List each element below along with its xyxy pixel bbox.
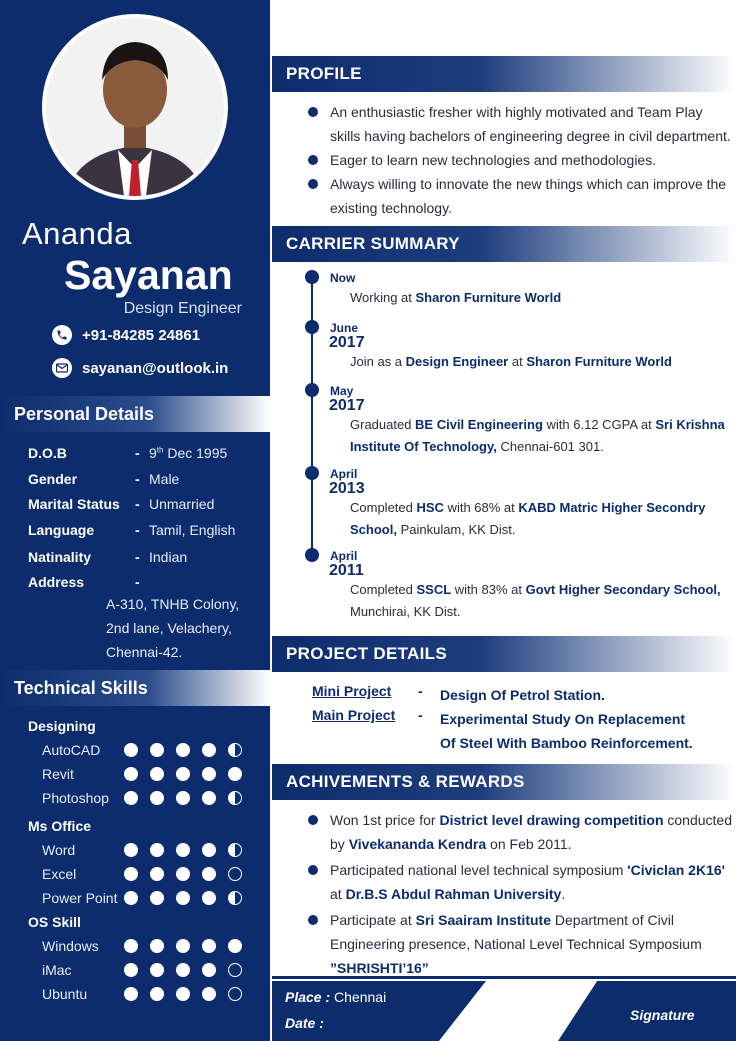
skill-name: iMac: [42, 962, 72, 978]
skill-rating: [124, 767, 242, 781]
timeline-month: May: [330, 384, 354, 398]
rating-dot-empty: [228, 867, 242, 881]
rating-dot-half: [228, 891, 242, 905]
place-value: Chennai: [330, 989, 387, 1005]
skill-name: Windows: [42, 938, 99, 954]
avatar: [46, 18, 224, 196]
profile-bullet: An enthusiastic fresher with highly motivated and Team Play skills having bachelors of engineering degree in civil department.: [306, 100, 734, 148]
rating-dot-full: [202, 843, 216, 857]
footer-divider: [272, 976, 736, 979]
rating-dot-full: [150, 987, 164, 1001]
timeline-year: 2017: [329, 334, 365, 351]
rating-dot-full: [150, 939, 164, 953]
job-title: Design Engineer: [123, 300, 242, 317]
timeline-description: Working at Sharon Furniture World: [350, 290, 562, 305]
rating-dot-full: [150, 963, 164, 977]
rating-dot-full: [202, 987, 216, 1001]
rating-dot-full: [150, 867, 164, 881]
rating-dot-full: [124, 843, 138, 857]
timeline-month: April: [330, 467, 358, 481]
first-name: Ananda: [22, 216, 132, 251]
timeline-dot: [305, 548, 319, 562]
profile-photo: [42, 14, 228, 200]
rating-dot-full: [202, 767, 216, 781]
skill-name: AutoCAD: [42, 742, 101, 758]
skill-rating: [124, 891, 242, 905]
skill-name: Photoshop: [42, 790, 109, 806]
rating-dot-full: [228, 767, 242, 781]
rating-dot-full: [202, 939, 216, 953]
email-address: sayanan@outlook.in: [82, 359, 229, 377]
mini-project-row: Mini Project - Design Of Petrol Station.: [312, 683, 720, 707]
rating-dot-full: [176, 939, 190, 953]
achievement-bullet: Participated national level technical symposium 'Civiclan 2K16' at Dr.B.S Abdul Rahman University.: [306, 858, 734, 906]
mini-project-label: Mini Project: [312, 683, 392, 699]
nationality-value: Indian: [149, 549, 188, 565]
timeline-month: Now: [330, 271, 356, 285]
gender-row: Gender - Male: [28, 471, 180, 487]
skill-rating: [124, 963, 242, 977]
skill-row: [42, 741, 252, 759]
gender-value: Male: [149, 471, 180, 487]
timeline-dot: [305, 270, 319, 284]
rating-dot-full: [150, 843, 164, 857]
main-project-row: Main Project - Experimental Study On Replacement Of Steel With Bamboo Reinforcement.: [312, 707, 702, 755]
achievements-heading: ACHIVEMENTS & REWARDS: [272, 764, 736, 800]
skill-group-heading: OS Skill: [28, 914, 81, 930]
skill-row: [42, 889, 252, 907]
profile-bullet: Eager to learn new technologies and methodologies.: [306, 148, 734, 172]
main-project-label: Main Project: [312, 707, 396, 723]
signature-label: Signature: [630, 1007, 695, 1023]
skill-row: [42, 937, 252, 955]
rating-dot-full: [124, 767, 138, 781]
rating-dot-empty: [228, 963, 242, 977]
skill-row: [42, 961, 252, 979]
timeline-description: Completed HSC with 68% at KABD Matric Higher Secondry School, Painkulam, KK Dist.: [350, 500, 706, 537]
address-value: A-310, TNHB Colony, 2nd lane, Velachery, Chennai-42.: [106, 596, 240, 660]
skill-row: [42, 789, 252, 807]
skill-name: Excel: [42, 866, 77, 882]
rating-dot-full: [176, 963, 190, 977]
rating-dot-full: [228, 939, 242, 953]
rating-dot-full: [176, 743, 190, 757]
address-row: Address -: [28, 574, 140, 590]
rating-dot-full: [150, 891, 164, 905]
timeline-year: 2011: [329, 562, 364, 579]
profile-bullet: Always willing to innovate the new things which can improve the existing technology.: [306, 172, 734, 220]
skill-group-heading: Designing: [28, 718, 96, 734]
technical-skills-heading: Technical Skills: [0, 670, 270, 706]
rating-dot-full: [124, 987, 138, 1001]
rating-dot-full: [176, 891, 190, 905]
timeline-dot: [305, 383, 319, 397]
skill-rating: [124, 743, 242, 757]
skill-rating: [124, 939, 242, 953]
timeline-year: 2017: [329, 397, 365, 414]
main-project-value: Experimental Study On Replacement Of Steel With Bamboo Reinforcement.: [440, 711, 693, 751]
rating-dot-full: [202, 743, 216, 757]
last-name: Sayanan: [64, 252, 233, 298]
personal-details-heading: Personal Details: [0, 396, 270, 432]
timeline-month: April: [330, 549, 358, 563]
rating-dot-half: [228, 843, 242, 857]
rating-dot-half: [228, 791, 242, 805]
skill-rating: [124, 987, 242, 1001]
rating-dot-half: [228, 743, 242, 757]
skill-row: [42, 865, 252, 883]
rating-dot-full: [124, 891, 138, 905]
dob-value: 9th Dec 1995: [149, 445, 228, 461]
achievement-bullet: Participate at Sri Saairam Institute Department of Civil Engineering presence, National Level Technical Symposium ”SHRISHTI’16”: [306, 908, 734, 980]
skill-row: [42, 985, 252, 1003]
rating-dot-full: [150, 767, 164, 781]
date-line: Date :: [285, 1015, 324, 1031]
rating-dot-full: [176, 867, 190, 881]
rating-dot-full: [150, 743, 164, 757]
rating-dot-full: [124, 743, 138, 757]
achievement-bullet: Won 1st price for District level drawing competition conducted by Vivekananda Kendra on Feb 2011.: [306, 808, 734, 856]
language-row: Language - Tamil, English: [28, 522, 236, 538]
rating-dot-full: [150, 791, 164, 805]
mail-icon: [52, 358, 72, 378]
rating-dot-full: [202, 891, 216, 905]
rating-dot-full: [124, 867, 138, 881]
rating-dot-full: [124, 939, 138, 953]
rating-dot-empty: [228, 987, 242, 1001]
dob-row: D.O.B - 9th Dec 1995: [28, 445, 228, 461]
phone-contact: [52, 325, 200, 345]
rating-dot-full: [202, 791, 216, 805]
skill-name: Power Point: [42, 890, 118, 906]
skill-rating: [124, 791, 242, 805]
skill-name: Word: [42, 842, 76, 858]
timeline-dot: [305, 320, 319, 334]
timeline-description: Completed SSCL with 83% at Govt Higher Secondary School, Munchirai, KK Dist.: [350, 582, 721, 619]
skill-name: Ubuntu: [42, 986, 88, 1002]
nationality-row: Natinality - Indian: [28, 549, 188, 565]
email-contact: [52, 358, 228, 378]
rating-dot-full: [176, 767, 190, 781]
timeline-dot: [305, 466, 319, 480]
rating-dot-full: [176, 987, 190, 1001]
achievements-list: [306, 808, 734, 982]
sidebar: [0, 0, 270, 1041]
skill-group-heading: Ms Office: [28, 818, 92, 834]
rating-dot-full: [124, 791, 138, 805]
rating-dot-full: [176, 791, 190, 805]
timeline-description: Graduated BE Civil Engineering with 6.12 CGPA at Sri Krishna Institute Of Technology, Chennai-601 301.: [350, 417, 725, 454]
profile-heading: PROFILE: [272, 56, 736, 92]
rating-dot-full: [124, 963, 138, 977]
profile-list: [306, 100, 734, 220]
timeline-month: June: [330, 321, 359, 335]
rating-dot-full: [202, 867, 216, 881]
mini-project-value: Design Of Petrol Station.: [440, 687, 605, 703]
language-value: Tamil, English: [149, 522, 236, 538]
skill-row: [42, 765, 252, 783]
rating-dot-full: [202, 963, 216, 977]
phone-number: +91-84285 24861: [82, 326, 201, 344]
timeline-description: Join as a Design Engineer at Sharon Furniture World: [350, 354, 672, 369]
skill-rating: [124, 867, 242, 881]
marital-value: Unmarried: [149, 496, 215, 512]
place-line: Place : Chennai: [285, 989, 387, 1005]
dob-label: D.O.B: [28, 445, 67, 461]
career-summary-heading: CARRIER SUMMARY: [272, 226, 736, 262]
timeline-year: 2013: [329, 480, 365, 497]
marital-row: Marital Status - Unmarried: [28, 496, 215, 512]
phone-icon: [52, 325, 72, 345]
skill-row: [42, 841, 252, 859]
skill-name: Revit: [42, 766, 74, 782]
skill-rating: [124, 843, 242, 857]
project-details-heading: PROJECT DETAILS: [272, 636, 736, 672]
rating-dot-full: [176, 843, 190, 857]
